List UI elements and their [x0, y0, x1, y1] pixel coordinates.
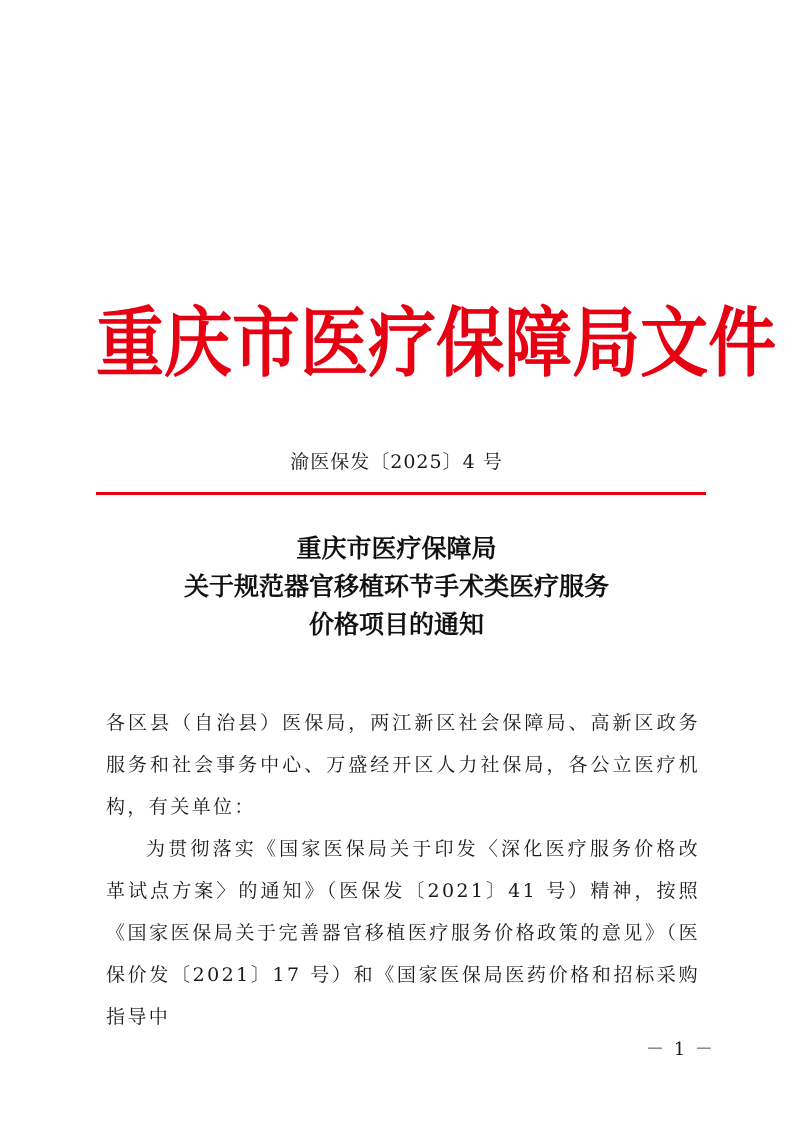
page-number: － 1 －: [646, 1039, 715, 1060]
masthead-char: 保: [436, 300, 505, 389]
masthead-char: 件: [708, 300, 777, 389]
title-line-2: 关于规范器官移植环节手术类医疗服务: [183, 572, 609, 601]
masthead-char: 障: [504, 300, 573, 389]
masthead-char: 重: [96, 300, 165, 389]
masthead-char: 医: [300, 300, 369, 389]
masthead-char: 局: [572, 300, 641, 389]
masthead: [96, 300, 777, 390]
document-title: [0, 530, 793, 644]
masthead-char: 庆: [164, 300, 233, 389]
masthead-char: 市: [232, 300, 301, 389]
title-line-3: 价格项目的通知: [308, 610, 484, 639]
document-body: [106, 702, 700, 1038]
document-number: 渝医保发〔2025〕4 号: [290, 451, 503, 473]
title-line-1: 重庆市医疗保障局: [296, 534, 497, 563]
red-divider-line: [96, 492, 706, 495]
masthead-char: 文: [640, 300, 709, 389]
recipients-paragraph: 各区县（自治县）医保局，两江新区社会保障局、高新区政务服务和社会事务中心、万盛经开区人力社保局，各公立医疗机构，有关单位：: [106, 712, 700, 818]
masthead-char: 疗: [368, 300, 437, 389]
body-paragraph: 为贯彻落实《国家医保局关于印发〈深化医疗服务价格改革试点方案〉的通知》（医保发〔2021〕41 号）精神，按照《国家医保局关于完善器官移植医疗服务价格政策的意见》（医保价发〔2021〕17 号）和《国家医保局医药价格和招标采购指导中: [106, 838, 700, 1028]
